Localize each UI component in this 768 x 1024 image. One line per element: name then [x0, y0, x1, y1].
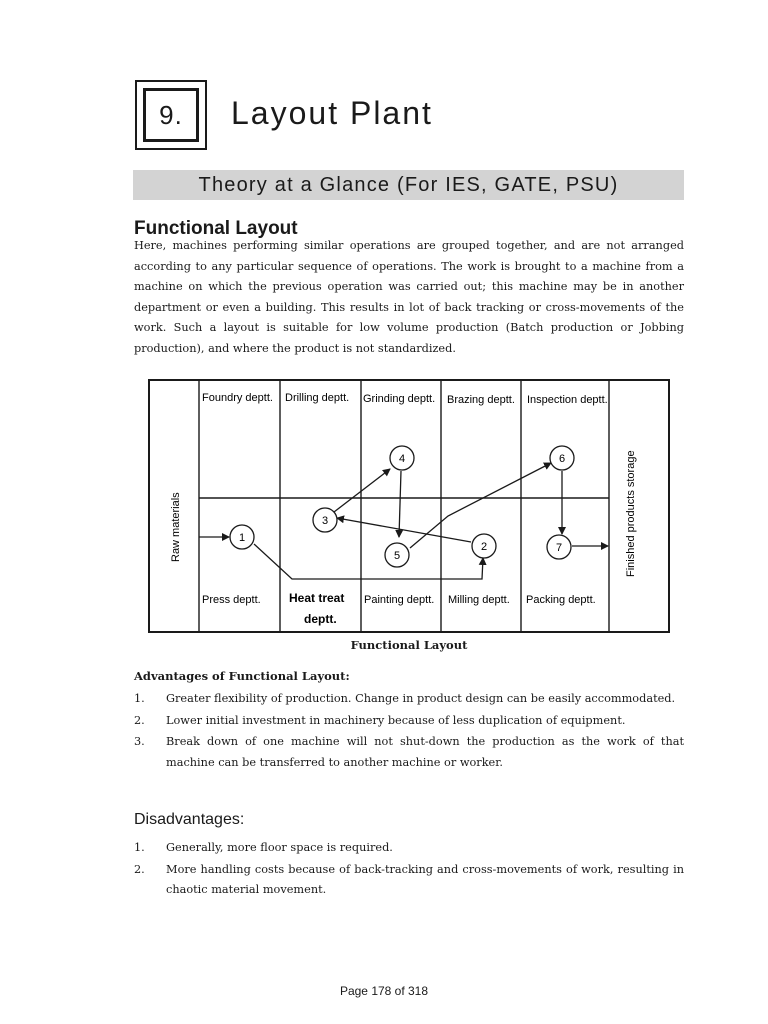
advantages-heading: Advantages of Functional Layout: [134, 669, 350, 683]
list-item [134, 860, 684, 901]
flow-node-label-2: 2 [480, 541, 488, 553]
dept-label-milling: Milling deptt. [448, 594, 510, 606]
flow-node-label-6: 6 [558, 453, 566, 465]
dept-label-heat-treat: Heat treat [289, 591, 345, 605]
dept-label-brazing: Brazing deptt. [447, 394, 515, 406]
finished-storage-label: Finished products storage [625, 450, 637, 577]
dept-label-heat-treat-2: deptt. [304, 612, 337, 626]
list-item-text: More handling costs because of back-tracking and cross-movements of work, resulting in chaotic material movement. [166, 862, 684, 897]
dept-label-painting: Painting deptt. [364, 594, 435, 606]
list-item [134, 838, 684, 859]
list-item-number: 1. [134, 692, 145, 705]
disadvantages-list [134, 838, 684, 902]
advantages-list [134, 689, 684, 774]
list-item-text: Generally, more floor space is required. [166, 841, 393, 854]
flow-node-label-7: 7 [555, 542, 563, 554]
flow-node-label-3: 3 [321, 515, 329, 527]
chapter-number: 9. [143, 88, 199, 142]
dept-label-drilling: Drilling deptt. [285, 392, 350, 404]
flow-node-label-1: 1 [238, 532, 246, 544]
raw-materials-label: Raw materials [170, 492, 182, 562]
dept-label-grinding: Grinding deptt. [363, 393, 436, 405]
list-item-number: 1. [134, 841, 145, 854]
list-item [134, 711, 684, 732]
flow-node-label-4: 4 [398, 453, 406, 465]
disadvantages-heading: Disadvantages: [134, 811, 245, 828]
list-item [134, 689, 684, 710]
section-heading: Functional Layout [134, 218, 298, 239]
functional-layout-diagram [146, 374, 676, 636]
list-item-text: Break down of one machine will not shut-down the production as the work of that machine can be transferred to another machine or worker. [166, 735, 684, 769]
section-paragraph: Here, machines performing similar operations are grouped together, and are not arranged according to any particular sequence of operations. The work is brought to a machine from a machine on which the previous operation was carried out; this machine may be in another department or even a building. This results in lot of back tracking or cross-movements of the work. Such a layout is suitable for low volume production (Batch production or Jobbing production), and where the product is not standardized. [134, 239, 684, 355]
dept-label-inspection: Inspection deptt. [527, 394, 608, 406]
list-item [134, 732, 684, 773]
chapter-number-box [135, 80, 207, 150]
list-item-number: 2. [134, 862, 145, 876]
page-footer: Page 178 of 318 [339, 984, 429, 998]
theory-banner: Theory at a Glance (For IES, GATE, PSU) [133, 170, 684, 200]
list-item-text: Greater flexibility of production. Change in product design can be easily accommodated. [166, 692, 676, 705]
flow-node-label-5: 5 [393, 550, 401, 562]
list-item-number: 2. [134, 713, 145, 727]
list-item-number: 3. [134, 735, 145, 749]
dept-label-press: Press deptt. [202, 594, 261, 606]
dept-label-foundry: Foundry deptt. [202, 392, 273, 404]
diagram-caption: Functional Layout [350, 638, 468, 652]
chapter-title: Layout Plant [231, 95, 433, 131]
dept-label-packing: Packing deptt. [526, 594, 596, 606]
list-item-text: Lower initial investment in machinery because of less duplication of equipment. [166, 713, 626, 727]
